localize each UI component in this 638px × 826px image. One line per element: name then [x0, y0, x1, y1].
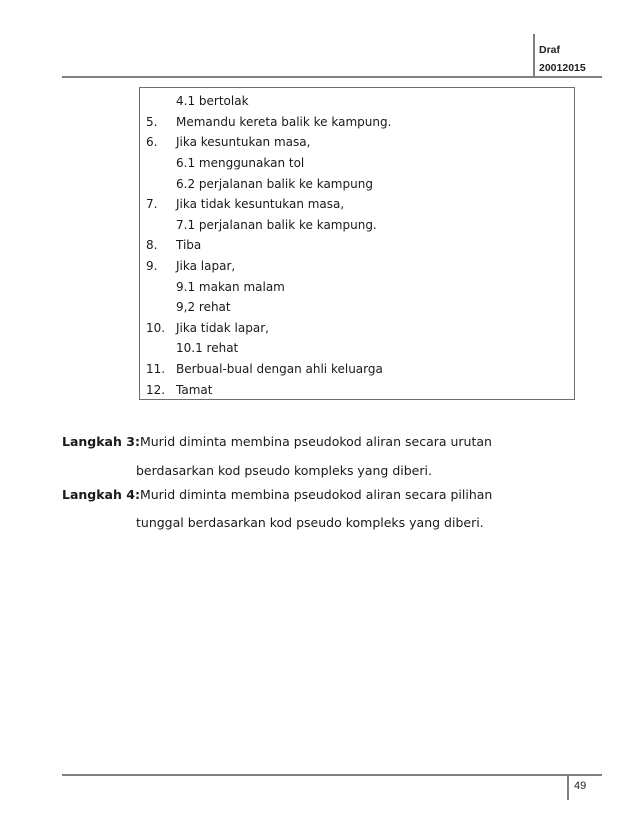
step-label: Langkah 4: — [62, 487, 140, 502]
line-number: 10. — [146, 321, 166, 335]
line-text: 4.1 bertolak — [176, 94, 249, 108]
line-text: 9.1 makan malam — [176, 280, 285, 294]
step-text: Murid diminta membina pseudokod aliran secara pilihan — [139, 487, 493, 502]
line-text: Jika kesuntukan masa, — [176, 135, 311, 149]
draft-code: 20012015 — [539, 62, 586, 74]
instruction-step-4 — [62, 486, 492, 504]
header-rule — [62, 76, 602, 78]
line-number: 11. — [146, 362, 166, 376]
line-number: 7. — [146, 197, 158, 211]
line-text: Berbual-bual dengan ahli keluarga — [176, 362, 383, 376]
step-text-continuation: berdasarkan kod pseudo kompleks yang diberi. — [136, 463, 432, 478]
line-text: 6.1 menggunakan tol — [176, 156, 305, 170]
line-text: Tiba — [176, 238, 202, 252]
line-text: Jika tidak kesuntukan masa, — [176, 197, 345, 211]
step-label: Langkah 3: — [62, 434, 140, 449]
line-number: 5. — [146, 115, 158, 129]
draft-title: Draf — [539, 44, 561, 56]
draft-label — [539, 41, 586, 77]
line-text: Jika lapar, — [176, 259, 236, 273]
line-text: 6.2 perjalanan balik ke kampung — [176, 177, 373, 191]
line-number: 6. — [146, 135, 158, 149]
line-number: 12. — [146, 383, 166, 397]
page-number: 49 — [574, 780, 587, 792]
step-text: Murid diminta membina pseudokod aliran secara urutan — [139, 434, 492, 449]
line-text: 10.1 rehat — [176, 341, 239, 355]
line-text: Jika tidak lapar, — [176, 321, 269, 335]
footer-divider — [567, 774, 569, 800]
footer-rule — [62, 774, 602, 776]
line-text: Tamat — [176, 383, 213, 397]
line-text: 9,2 rehat — [176, 300, 231, 314]
step-text-continuation: tunggal berdasarkan kod pseudo kompleks yang diberi. — [136, 515, 484, 530]
line-number: 9. — [146, 259, 158, 273]
line-number: 8. — [146, 238, 158, 252]
header-divider — [533, 34, 535, 77]
instruction-step-3 — [62, 433, 492, 451]
line-text: 7.1 perjalanan balik ke kampung. — [176, 218, 377, 232]
line-text: Memandu kereta balik ke kampung. — [176, 115, 392, 129]
